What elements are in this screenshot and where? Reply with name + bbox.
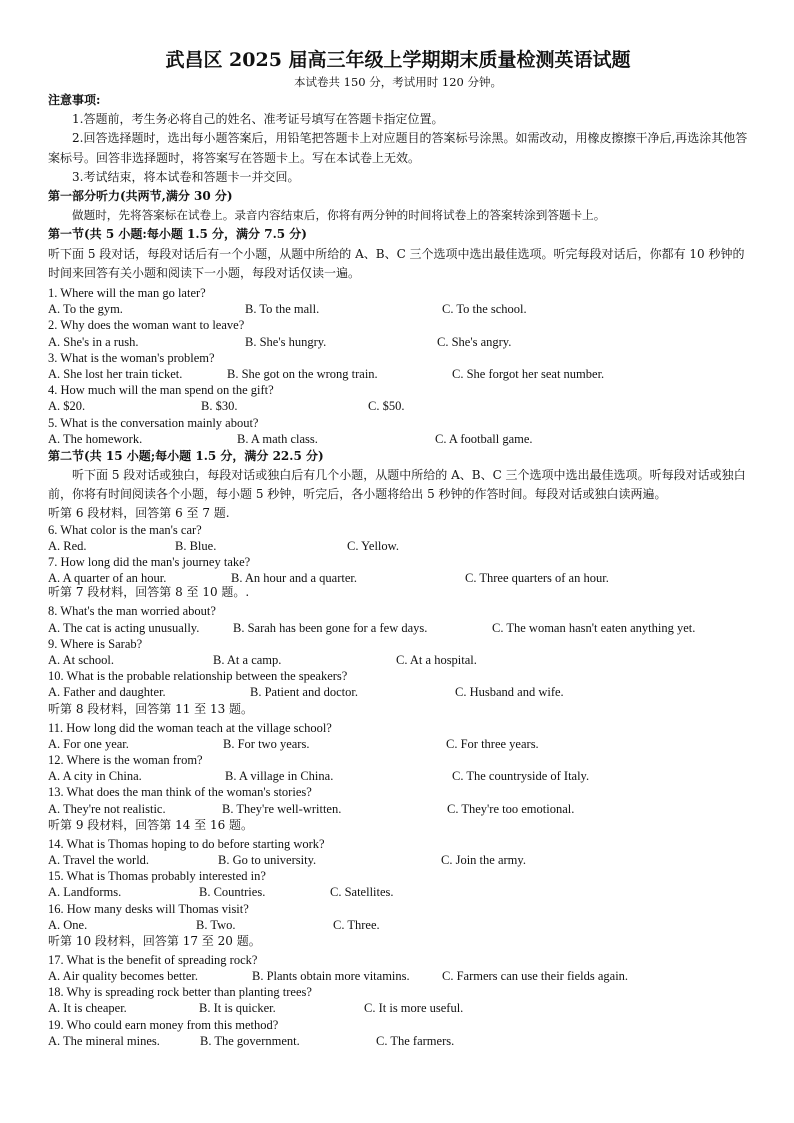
options-13 — [48, 801, 748, 817]
material-note-9: 听第 9 段材料，回答第 14 至 16 题。 — [48, 817, 254, 832]
options-14 — [48, 852, 748, 868]
option-b: B. Blue. — [175, 538, 217, 553]
question-4: 4. How much will the man spend on the gift? — [48, 383, 274, 398]
question-6: 6. What color is the man's car? — [48, 522, 202, 537]
option-c: C. For three years. — [446, 736, 539, 751]
option-a: A. One. — [48, 917, 88, 932]
question-19: 19. Who could earn money from this method? — [48, 1017, 279, 1032]
option-b: B. Plants obtain more vitamins. — [252, 969, 410, 984]
section1-heading: 第一节(共 5 小题:每小题 1.5 分，满分 7.5 分) — [48, 227, 307, 242]
option-b: B. A village in China. — [225, 769, 334, 784]
option-c: C. To the school. — [442, 302, 527, 317]
options-2 — [48, 334, 748, 350]
option-a: A. The cat is acting unusually. — [48, 620, 200, 635]
option-b: B. An hour and a quarter. — [231, 571, 358, 586]
option-c: C. Husband and wife. — [455, 685, 564, 700]
option-a: A. Travel the world. — [48, 852, 150, 867]
question-16: 16. How many desks will Thomas visit? — [48, 901, 249, 916]
option-c: C. Satellites. — [330, 885, 394, 900]
section2-heading: 第二节(共 15 小题;每小题 1.5 分，满分 22.5 分) — [48, 448, 324, 463]
material-note-7: 听第 7 段材料，回答第 8 至 10 题。. — [48, 585, 250, 600]
option-b: B. To the mall. — [245, 302, 320, 317]
part1-instruction: 做题时，先将答案标在试卷上。录音内容结束后，你将有两分钟的时间将试卷上的答案转涂到答题卡上。 — [72, 208, 606, 223]
option-c: C. The countryside of Italy. — [452, 769, 590, 784]
option-c: C. $50. — [368, 399, 405, 414]
option-a: A. For one year. — [48, 736, 129, 751]
options-15 — [48, 884, 748, 900]
option-b: B. They're well-written. — [222, 801, 342, 816]
option-a: A. A quarter of an hour. — [48, 571, 167, 586]
exam-title: 武昌区 2025 届高三年级上学期期末质量检测英语试题 — [165, 49, 631, 71]
question-18: 18. Why is spreading rock better than planting trees? — [48, 985, 312, 1000]
option-b: B. A math class. — [237, 431, 318, 446]
options-7 — [48, 570, 748, 586]
material-note-8: 听第 8 段材料，回答第 11 至 13 题。 — [48, 701, 254, 716]
option-c: C. Three. — [333, 917, 380, 932]
option-a: A. A city in China. — [48, 769, 142, 784]
option-b: B. At a camp. — [213, 652, 282, 667]
option-b: B. She's hungry. — [245, 334, 327, 349]
question-12: 12. Where is the woman from? — [48, 752, 203, 767]
section1-instruction: 听下面 5 段对话，每段对话后有一个小题，从题中所给的 A、B、C 三个选项中选出最佳选项。听完每段对话后，你都有 10 秒钟的时间来回答有关小题和阅读下一小题，每段对话仅读一遍。 — [48, 246, 745, 280]
option-b: B. For two years. — [223, 736, 310, 751]
option-a: A. She lost her train ticket. — [48, 367, 183, 382]
material-note-10: 听第 10 段材料，回答第 17 至 20 题。 — [48, 933, 261, 948]
option-c: C. At a hospital. — [396, 652, 477, 667]
notice-item-1: 1.答题前，考生务必将自己的姓名、准考证号填写在答题卡指定位置。 — [72, 112, 444, 127]
option-a: A. It is cheaper. — [48, 1001, 127, 1016]
question-1: 1. Where will the man go later? — [48, 286, 206, 301]
question-2: 2. Why does the woman want to leave? — [48, 318, 245, 333]
option-c: C. A football game. — [435, 431, 533, 446]
question-11: 11. How long did the woman teach at the village school? — [48, 720, 332, 735]
options-19 — [48, 1033, 748, 1049]
options-12 — [48, 768, 748, 784]
section2-instruction: 听下面 5 段对话或独白，每段对话或独白后有几个小题，从题中所给的 A、B、C 三个选项中选出最佳选项。听每段对话或独白前，你将有时间阅读各个小题，每小题 5 秒钟，听完后，各小题将给出 5 秒钟的作答时间。每段对话或独白读两遍。 — [48, 468, 746, 502]
question-14: 14. What is Thomas hoping to do before starting work? — [48, 836, 325, 851]
option-c: C. Yellow. — [347, 538, 399, 553]
options-17 — [48, 968, 748, 984]
option-b: B. Go to university. — [218, 852, 317, 867]
question-5: 5. What is the conversation mainly about? — [48, 415, 259, 430]
part1-heading: 第一部分听力(共两节,满分 30 分) — [48, 189, 233, 204]
options-10 — [48, 684, 748, 700]
exam-page — [48, 47, 748, 1049]
question-7: 7. How long did the man's journey take? — [48, 554, 251, 569]
option-a: A. They're not realistic. — [48, 801, 166, 816]
options-4 — [48, 398, 748, 414]
option-c: C. Join the army. — [441, 852, 526, 867]
options-8 — [48, 620, 748, 636]
options-18 — [48, 1000, 748, 1016]
option-a: A. $20. — [48, 399, 86, 414]
question-13: 13. What does the man think of the woman's stories? — [48, 785, 312, 800]
material-note-6: 听第 6 段材料，回答第 6 至 7 题. — [48, 505, 230, 520]
options-1 — [48, 301, 748, 317]
question-9: 9. Where is Sarab? — [48, 636, 143, 651]
option-b: B. $30. — [201, 399, 238, 414]
option-a: A. Landforms. — [48, 885, 122, 900]
options-11 — [48, 736, 748, 752]
option-a: A. The mineral mines. — [48, 1033, 160, 1048]
option-a: A. She's in a rush. — [48, 334, 139, 349]
option-b: B. Countries. — [199, 885, 266, 900]
option-b: B. Two. — [196, 917, 236, 932]
option-c: C. It is more useful. — [364, 1001, 464, 1016]
options-3 — [48, 366, 748, 382]
options-5 — [48, 431, 748, 447]
option-a: A. The homework. — [48, 431, 143, 446]
option-a: A. Air quality becomes better. — [48, 969, 198, 984]
option-c: C. The farmers. — [376, 1033, 455, 1048]
question-8: 8. What's the man worried about? — [48, 604, 216, 619]
option-b: B. Sarah has been gone for a few days. — [233, 620, 428, 635]
option-a: A. At school. — [48, 652, 114, 667]
notice-item-2: 2.回答选择题时，选出每小题答案后，用铅笔把答题卡上对应题目的答案标号涂黑。如需改动，用橡皮擦擦干净后,再选涂其他答案标号。回答非选择题时，将答案写在答题卡上。写在本试卷上无效。 — [48, 131, 748, 165]
option-c: C. Farmers can use their fields again. — [442, 969, 629, 984]
option-c: C. She forgot her seat number. — [452, 367, 605, 382]
option-a: A. Father and daughter. — [48, 685, 166, 700]
question-15: 15. What is Thomas probably interested in? — [48, 869, 266, 884]
section1-questions — [48, 285, 748, 447]
option-b: B. She got on the wrong train. — [227, 367, 378, 382]
question-10: 10. What is the probable relationship between the speakers? — [48, 669, 348, 684]
options-9 — [48, 652, 748, 668]
options-6 — [48, 538, 748, 554]
notice-heading: 注意事项: — [48, 93, 101, 107]
question-3: 3. What is the woman's problem? — [48, 350, 215, 365]
option-a: A. To the gym. — [48, 302, 123, 317]
option-b: B. Patient and doctor. — [250, 685, 358, 700]
option-c: C. The woman hasn't eaten anything yet. — [492, 620, 696, 635]
notice-item-3: 3.考试结束，将本试卷和答题卡一并交回。 — [72, 169, 300, 184]
option-c: C. They're too emotional. — [447, 801, 575, 816]
options-16 — [48, 917, 748, 933]
option-b: B. The government. — [200, 1033, 300, 1048]
option-a: A. Red. — [48, 538, 87, 553]
option-c: C. Three quarters of an hour. — [465, 571, 609, 586]
question-17: 17. What is the benefit of spreading rock? — [48, 952, 258, 967]
exam-subtitle: 本试卷共 150 分，考试用时 120 分钟。 — [293, 75, 503, 89]
option-b: B. It is quicker. — [199, 1001, 276, 1016]
option-c: C. She's angry. — [437, 334, 512, 349]
